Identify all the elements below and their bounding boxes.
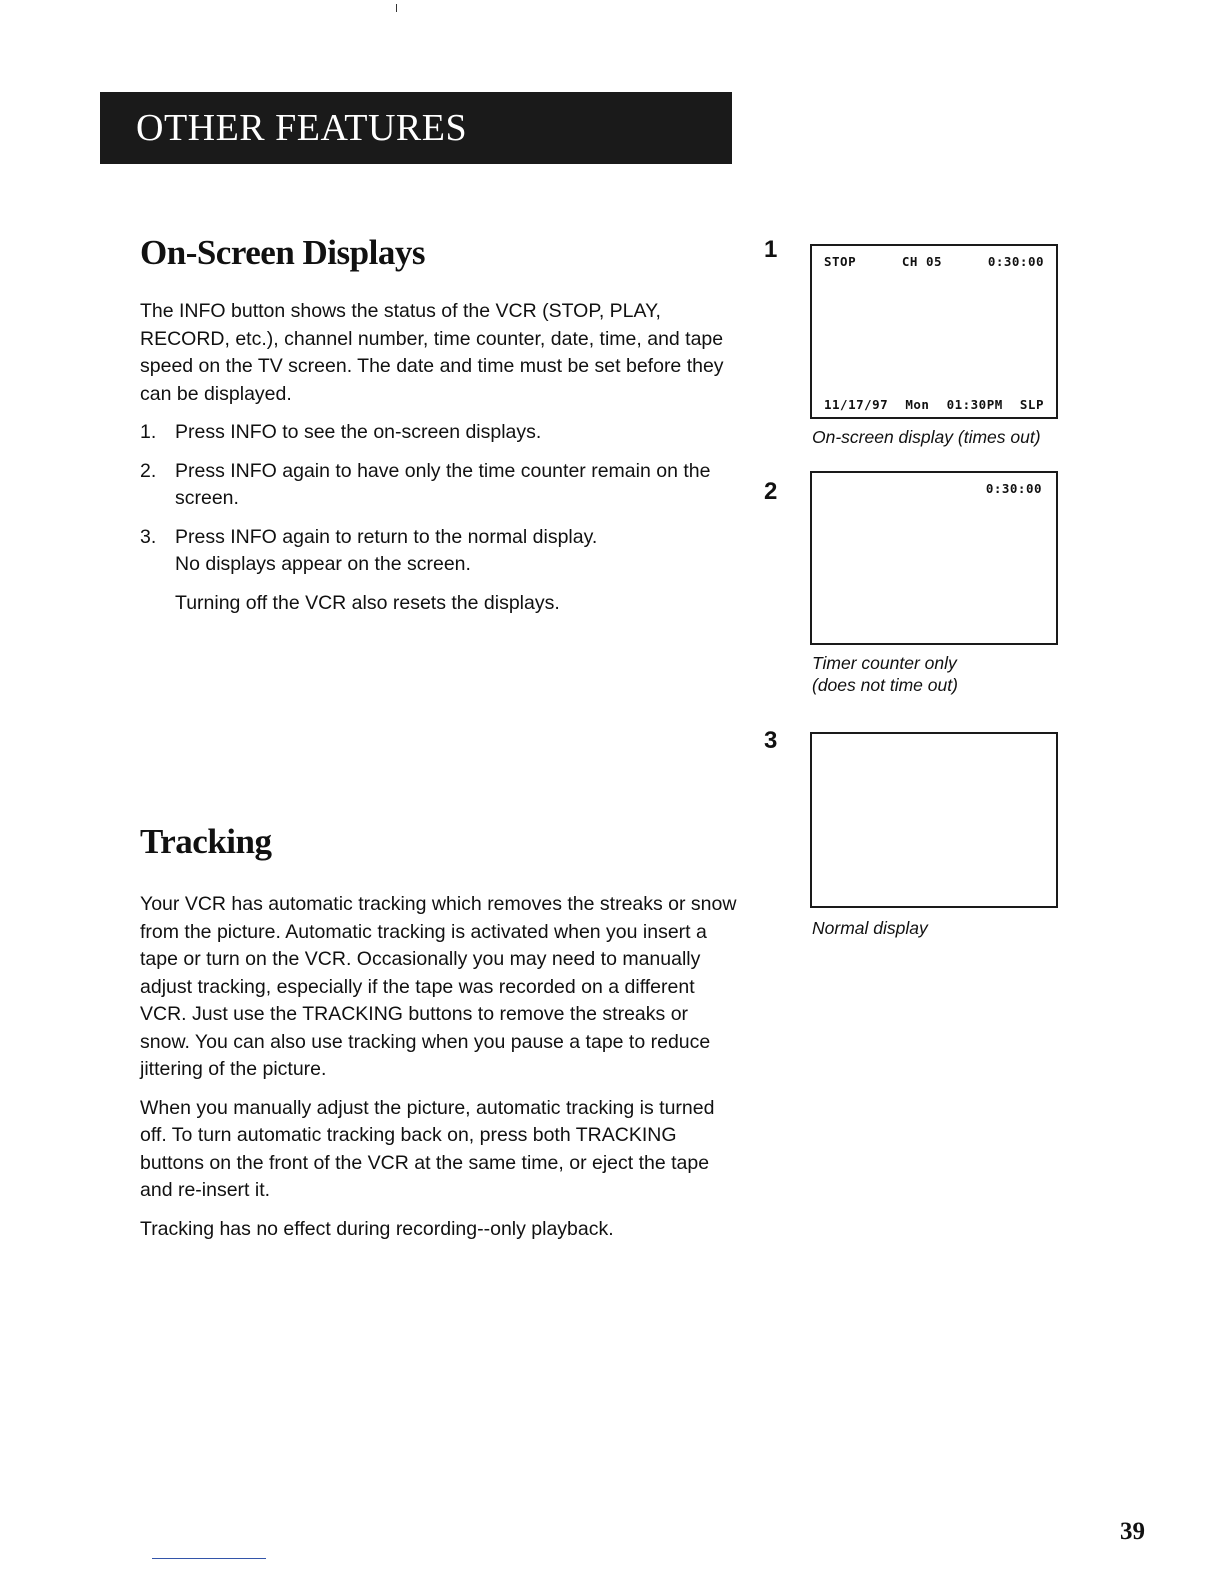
step-item xyxy=(140,524,740,579)
tracking-paragraph: Your VCR has automatic tracking which removes the streaks or snow from the picture. Automatic tracking is activated when you insert a tape or turn on the VCR. Occasionally you may need to manually adjust tracking, especially if the tape was recorded on a different VCR. Just use the TRACKING buttons to remove the streaks or snow. You can also use tracking when you pause a tape to reduce jittering of the picture. xyxy=(140,893,737,1080)
step-item xyxy=(140,419,740,447)
figure-2-screen xyxy=(810,471,1058,645)
tracking-paragraph: When you manually adjust the picture, automatic tracking is turned off. To turn automatic tracking back on, press both TRACKING buttons on the front of the VCR at the same time, or eject the tape and re-insert it. xyxy=(140,1096,715,1201)
osd-counter: 0:30:00 xyxy=(987,254,1044,269)
figure-1-number: 1 xyxy=(764,236,778,263)
osd-bottom-row xyxy=(824,397,1044,412)
figure-3-number: 3 xyxy=(764,727,778,754)
step-text: Press INFO again to have only the time counter remain on the screen. xyxy=(175,459,711,509)
onscreen-displays-title: On-Screen Displays xyxy=(140,233,425,272)
reset-note: Turning off the VCR also resets the displays. xyxy=(175,591,560,614)
osd-counter: 0:30:00 xyxy=(985,481,1042,496)
osd-time: 01:30PM xyxy=(946,397,1003,412)
osd-tape-speed: SLP xyxy=(1019,397,1044,412)
osd-channel: CH 05 xyxy=(901,254,943,269)
tracking-title: Tracking xyxy=(140,822,272,861)
figure-3-screen xyxy=(810,732,1058,908)
onscreen-displays-body xyxy=(140,298,740,628)
tracking-body xyxy=(140,891,740,1254)
footer-rule xyxy=(152,1558,266,1559)
banner-title: OTHER FEATURES xyxy=(136,107,468,149)
step-item xyxy=(140,458,740,513)
osd-top-row xyxy=(824,254,1044,269)
osd-date: 11/17/97 xyxy=(824,397,889,412)
scan-tick-mark xyxy=(396,4,397,12)
onscreen-intro-paragraph: The INFO button shows the status of the VCR (STOP, PLAY, RECORD, etc.), channel number, time counter, date, time, and tape speed on the TV screen. The date and time must be set before they can be displayed. xyxy=(140,300,724,405)
figure-2-caption-line-1: Timer counter only xyxy=(812,653,957,673)
figure-1-caption: On-screen display (times out) xyxy=(812,427,1041,447)
osd-status: STOP xyxy=(824,254,857,269)
figure-2-caption xyxy=(812,652,958,696)
onscreen-steps-list xyxy=(140,419,740,579)
tracking-paragraph: Tracking has no effect during recording--only playback. xyxy=(140,1217,614,1240)
figure-2-caption-line-2: (does not time out) xyxy=(812,675,958,695)
osd-day: Mon xyxy=(905,397,930,412)
figure-2-number: 2 xyxy=(764,478,778,505)
step-number: 1. xyxy=(140,421,157,443)
figure-3-caption: Normal display xyxy=(812,918,928,938)
step-3-note: No displays appear on the screen. xyxy=(175,553,471,575)
step-text: Press INFO to see the on-screen displays. xyxy=(175,421,542,443)
page-number: 39 xyxy=(1120,1518,1145,1545)
section-banner xyxy=(100,92,732,164)
figure-1-screen xyxy=(810,244,1058,419)
step-text: Press INFO again to return to the normal display. xyxy=(175,525,598,548)
step-number: 2. xyxy=(140,459,157,482)
step-number: 3. xyxy=(140,525,157,548)
